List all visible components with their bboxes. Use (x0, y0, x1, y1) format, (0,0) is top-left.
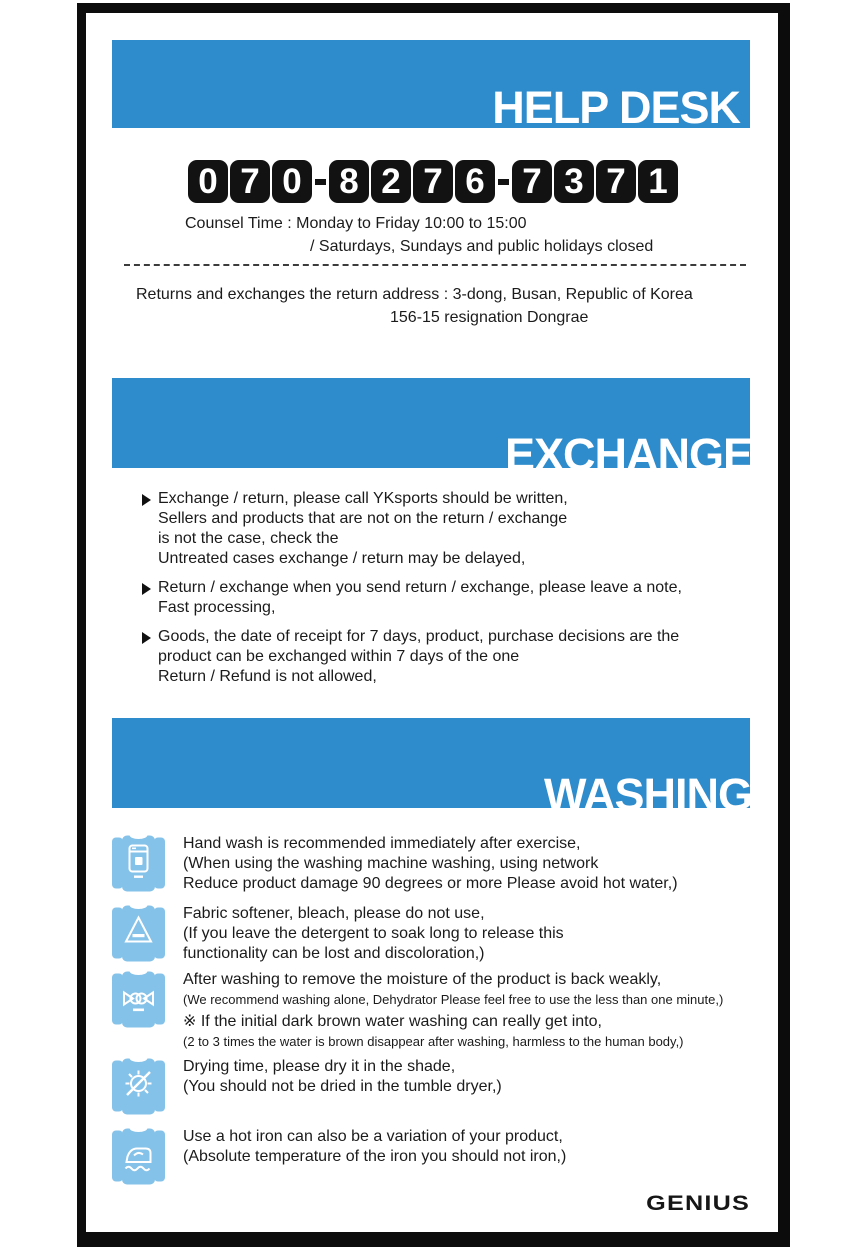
washing-line: (Absolute temperature of the iron you should not iron,) (183, 1148, 567, 1165)
washing-line: (You should not be dried in the tumble dryer,) (183, 1078, 502, 1095)
return-address-line-2: 156-15 resignation Dongrae (390, 309, 589, 326)
return-address (136, 283, 693, 329)
brand-logo: GENIUS (646, 1192, 750, 1215)
exchange-bullet (142, 578, 754, 618)
washing-line: ※ If the initial dark brown water washing can really get into, (183, 1013, 602, 1030)
phone-digit: 6 (455, 160, 495, 203)
exchange-bullet-list (142, 489, 754, 696)
help-desk-banner (112, 40, 750, 133)
phone-digit: 7 (413, 160, 453, 203)
exchange-bullet-text (158, 627, 679, 687)
phone-digit: 3 (554, 160, 594, 203)
washing-line: Drying time, please dry it in the shade, (183, 1058, 456, 1075)
washing-line: (2 to 3 times the water is brown disappear after washing, harmless to the human body,) (183, 1034, 684, 1049)
phone-number (188, 160, 678, 203)
shade-dry-sun-icon (110, 1055, 167, 1118)
washing-item-text (183, 968, 723, 1051)
washing-item-text (183, 832, 678, 894)
bullet-line: Exchange / return, please call YKsports should be written, (158, 490, 568, 507)
exchange-bullet-text (158, 578, 682, 618)
no-bleach-triangle-icon (110, 902, 167, 965)
wring-weakly-icon (110, 968, 167, 1031)
phone-dash-icon (498, 179, 509, 185)
bullet-line: Fast processing, (158, 599, 276, 616)
phone-digit: 7 (512, 160, 552, 203)
phone-dash-icon (315, 179, 326, 185)
bullet-line: product can be exchanged within 7 days of the one (158, 648, 520, 665)
washing-line: Fabric softener, bleach, please do not use, (183, 905, 485, 922)
return-address-line-1: Returns and exchanges the return address : 3-dong, Busan, Republic of Korea (136, 286, 693, 303)
washing-item-text (183, 1125, 566, 1167)
washing-title: WASHING (543, 769, 752, 820)
phone-digit: 8 (329, 160, 369, 203)
washing-line: Hand wash is recommended immediately after exercise, (183, 835, 581, 852)
washing-line: functionality can be lost and discoloration,) (183, 945, 485, 962)
bullet-arrow-icon (142, 632, 151, 644)
washing-item (110, 832, 678, 895)
dashed-divider (124, 264, 746, 266)
bullet-line: is not the case, check the (158, 530, 339, 547)
washing-line: After washing to remove the moisture of the product is back weakly, (183, 971, 662, 988)
phone-digit: 7 (230, 160, 270, 203)
bullet-line: Sellers and products that are not on the return / exchange (158, 510, 568, 527)
phone-digit: 7 (596, 160, 636, 203)
washing-line: Use a hot iron can also be a variation of your product, (183, 1128, 563, 1145)
washing-banner (112, 718, 752, 820)
counsel-time-line-1: Counsel Time : Monday to Friday 10:00 to 15:00 (185, 215, 527, 232)
bullet-line: Return / exchange when you send return / exchange, please leave a note, (158, 579, 682, 596)
counsel-time-line-2: / Saturdays, Sundays and public holidays closed (310, 238, 654, 255)
washing-item-text (183, 1055, 502, 1097)
phone-digit: 0 (188, 160, 228, 203)
exchange-title: EXCHANGE (504, 429, 752, 480)
washing-item (110, 902, 564, 965)
washing-item-text (183, 902, 564, 964)
washing-item (110, 1055, 502, 1118)
bullet-line: Untreated cases exchange / return may be delayed, (158, 550, 526, 567)
washing-line: (If you leave the detergent to soak long to release this (183, 925, 564, 942)
washing-line: (We recommend washing alone, Dehydrator Please feel free to use the less than one minute,) (183, 992, 724, 1007)
iron-caution-icon (110, 1125, 167, 1188)
exchange-bullet-text (158, 489, 568, 569)
bullet-line: Return / Refund is not allowed, (158, 668, 377, 685)
washing-line: (When using the washing machine washing, using network (183, 855, 599, 872)
exchange-bullet (142, 489, 754, 569)
exchange-bullet (142, 627, 754, 687)
help-desk-title: HELP DESK (492, 82, 740, 133)
phone-digit: 0 (272, 160, 312, 203)
phone-digit: 1 (638, 160, 678, 203)
bullet-arrow-icon (142, 583, 151, 595)
washing-line: Reduce product damage 90 degrees or more Please avoid hot water,) (183, 875, 678, 892)
counsel-time (185, 212, 653, 258)
exchange-banner (112, 378, 752, 480)
bullet-arrow-icon (142, 494, 151, 506)
bullet-line: Goods, the date of receipt for 7 days, product, purchase decisions are the (158, 628, 680, 645)
washing-item (110, 968, 723, 1051)
hand-wash-machine-icon (110, 832, 167, 895)
phone-digit: 2 (371, 160, 411, 203)
washing-item (110, 1125, 566, 1188)
